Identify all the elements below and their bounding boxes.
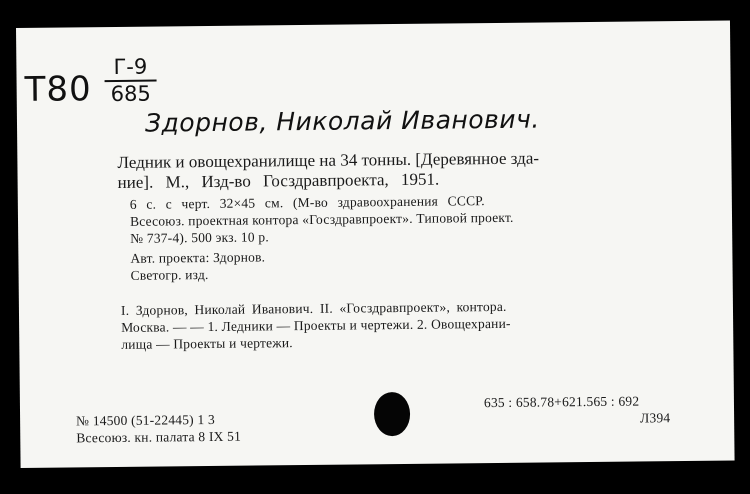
note-author-of-project: Авт. проекта: Здорнов. — [130, 249, 266, 266]
ink-stamp-blot — [374, 392, 410, 436]
catalog-card — [16, 21, 735, 468]
description-line-1: 6 с. с черт. 32×45 см. (М-во здравоохранения СССР. — [129, 193, 485, 212]
shelf-fraction — [102, 55, 159, 106]
registration-number: № 14500 (51-22445) 1 3 — [76, 411, 215, 429]
shelf-fraction-bottom: 685 — [110, 81, 151, 107]
tracing-line-2: Москва. — — 1. Ледники — Проекты и чертежи. 2. Овощехрани- — [121, 315, 511, 335]
description-line-2: Всесоюз. проектная контора «Госздравпроект». Типовой проект. — [129, 209, 514, 229]
title-line-1: Ледник и овощехранилище на 34 тонны. [Деревянное зда- — [117, 148, 540, 172]
classification-index: 635 : 658.78+621.565 : 692 — [483, 393, 640, 411]
card-code: Л394 — [640, 410, 671, 426]
shelf-fraction-top: Г-9 — [113, 54, 148, 79]
tracing-line-1: I. Здорнов, Николай Иванович. II. «Госздравпроект», контора. — [120, 298, 507, 318]
shelf-mark: T80 — [24, 69, 92, 110]
note-edition: Светогр. изд. — [130, 266, 209, 283]
chamber-date: Всесоюз. кн. палата 8 IX 51 — [76, 428, 242, 446]
tracing-line-3: лища — Проекты и чертежи. — [121, 335, 293, 352]
title-line-2: ние]. М., Изд-во Госздравпроекта, 1951. — [117, 169, 440, 192]
description-line-3: № 737-4). 500 экз. 10 р. — [130, 229, 269, 246]
author-heading: Здорнов, Николай Иванович. — [144, 104, 540, 138]
